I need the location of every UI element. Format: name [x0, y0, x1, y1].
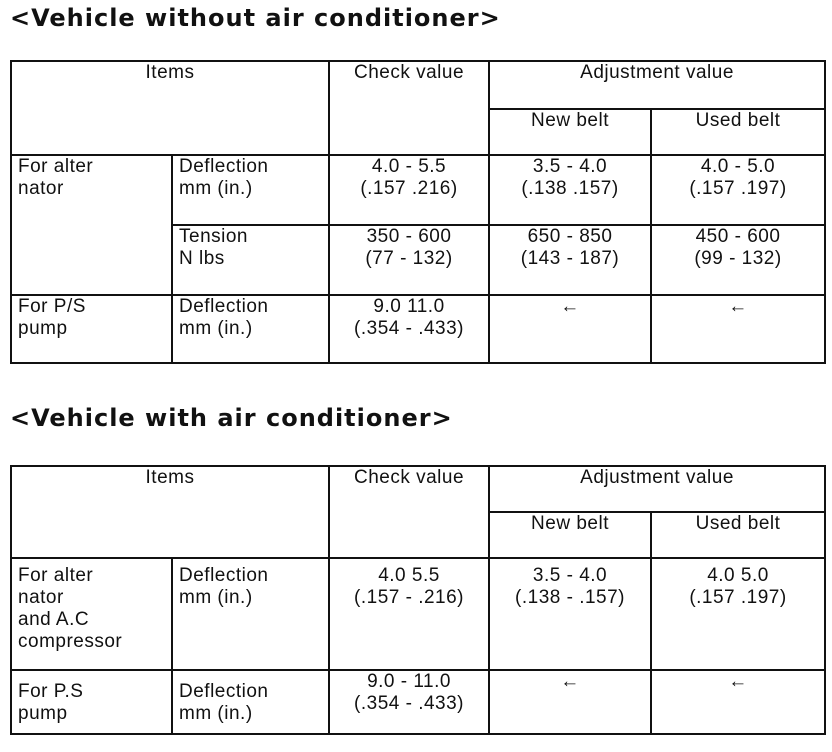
used-belt-cell: 4.0 - 5.0 (.157 .197) — [651, 155, 825, 225]
same-as-left-arrow: ← — [651, 670, 825, 734]
belt-spec-table — [10, 465, 826, 735]
check-value-header: Check value — [329, 61, 489, 155]
item-label: Deflection mm (in.) — [172, 670, 329, 734]
adjustment-value-header: Adjustment value — [489, 61, 825, 109]
items-header: Items — [11, 61, 329, 155]
check-value-cell: 9.0 - 11.0 (.354 - .433) — [329, 670, 489, 734]
item-group-label: For alter nator — [11, 155, 172, 295]
used-belt-cell: 4.0 5.0 (.157 .197) — [651, 558, 825, 670]
section-heading: <Vehicle without air conditioner> — [10, 4, 501, 32]
item-group-label: For alter nator and A.C compressor — [11, 558, 172, 670]
check-value-cell: 350 - 600 (77 - 132) — [329, 225, 489, 295]
check-value-cell: 4.0 - 5.5 (.157 .216) — [329, 155, 489, 225]
adjustment-value-header: Adjustment value — [489, 466, 825, 512]
items-header: Items — [11, 466, 329, 558]
item-label: Deflection mm (in.) — [172, 295, 329, 363]
used-belt-header: Used belt — [651, 512, 825, 558]
item-label: Deflection mm (in.) — [172, 155, 329, 225]
new-belt-header: New belt — [489, 512, 651, 558]
new-belt-cell: 3.5 - 4.0 (.138 .157) — [489, 155, 651, 225]
same-as-left-arrow: ← — [651, 295, 825, 363]
item-label: Deflection mm (in.) — [172, 558, 329, 670]
section-heading: <Vehicle with air conditioner> — [10, 404, 453, 432]
same-as-left-arrow: ← — [489, 670, 651, 734]
new-belt-cell: 3.5 - 4.0 (.138 - .157) — [489, 558, 651, 670]
new-belt-cell: 650 - 850 (143 - 187) — [489, 225, 651, 295]
item-label: Tension N lbs — [172, 225, 329, 295]
check-value-cell: 4.0 5.5 (.157 - .216) — [329, 558, 489, 670]
used-belt-cell: 450 - 600 (99 - 132) — [651, 225, 825, 295]
used-belt-header: Used belt — [651, 109, 825, 155]
item-group-label: For P/S pump — [11, 295, 172, 363]
item-group-label: For P.S pump — [11, 670, 172, 734]
check-value-cell: 9.0 11.0 (.354 - .433) — [329, 295, 489, 363]
belt-spec-table — [10, 60, 826, 364]
same-as-left-arrow: ← — [489, 295, 651, 363]
check-value-header: Check value — [329, 466, 489, 558]
new-belt-header: New belt — [489, 109, 651, 155]
